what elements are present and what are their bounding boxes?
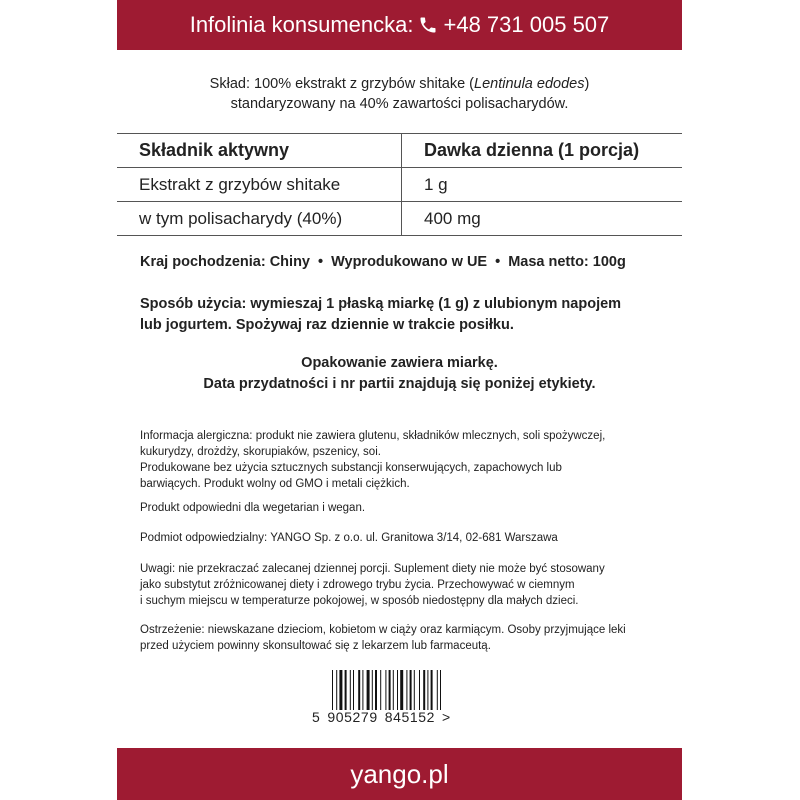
table-row xyxy=(117,168,682,202)
caution-note xyxy=(140,622,680,654)
composition-suffix: ) xyxy=(584,76,590,92)
warnings-note xyxy=(140,561,680,609)
allergy-line3: Produkowane bez użycia sztucznych substancji konserwujących, zapachowych lub xyxy=(140,462,562,474)
barcode-group-right: 845152 xyxy=(384,709,436,725)
hotline-label: Infolinia konsumencka: xyxy=(189,12,414,37)
caution-line1: Ostrzeżenie: niewskazane dzieciom, kobietom w ciąży oraz karmiącym. Osoby przyjmujące leki xyxy=(140,624,626,636)
composition-line2: standaryzowany na 40% zawartości polisacharydów. xyxy=(230,96,569,112)
allergy-line1: Informacja alergiczna: produkt nie zawiera glutenu, składników mlecznych, soli spożywczej, xyxy=(140,430,606,442)
usage-line1: Sposób użycia: wymieszaj 1 płaską miarkę (1 g) z ulubionym napojem xyxy=(140,296,622,312)
phone-icon xyxy=(418,15,438,35)
barcode-group-left: 905279 xyxy=(327,709,378,725)
package-info xyxy=(117,353,682,395)
warnings-line2: jako substytut zróżnicowanej diety i zdrowego trybu życia. Przechowywać w ciemnym xyxy=(140,579,575,591)
vegan-note: Produkt odpowiedni dla wegetarian i wegan. xyxy=(140,502,366,514)
table-cell-ingredient: w tym polisacharydy (40%) xyxy=(117,202,402,236)
table-header-row xyxy=(117,134,682,168)
barcode-image xyxy=(330,670,470,710)
barcode-number xyxy=(312,709,458,725)
responsible-entity: Podmiot odpowiedzialny: YANGO Sp. z o.o. ul. Granitowa 3/14, 02-681 Warszawa xyxy=(140,532,558,544)
usage-line2: lub jogurtem. Spożywaj raz dziennie w trakcie posiłku. xyxy=(140,317,514,333)
table-cell-dose: 1 g xyxy=(402,168,683,202)
table-cell-dose: 400 mg xyxy=(402,202,683,236)
allergy-info xyxy=(140,428,680,492)
hotline-phone[interactable]: +48 731 005 507 xyxy=(443,12,610,37)
origin-country: Kraj pochodzenia: Chiny xyxy=(140,254,310,270)
composition-text xyxy=(117,74,682,114)
allergy-line4: barwiących. Produkt wolny od GMO i metali ciężkich. xyxy=(140,478,410,490)
usage-instructions xyxy=(140,294,680,336)
warnings-line3: i suchym miejscu w temperaturze pokojowej, w sposób niedostępny dla małych dzieci. xyxy=(140,595,579,607)
production-place: Wyprodukowano w UE xyxy=(331,254,488,270)
caution-line2: przed użyciem powinny skonsultować się z lekarzem lub farmaceutą. xyxy=(140,640,491,652)
hotline-banner xyxy=(117,0,682,50)
net-mass: Masa netto: 100g xyxy=(508,254,626,270)
product-info-line xyxy=(140,254,626,270)
bullet-separator: • xyxy=(495,254,501,270)
barcode-first-digit: 5 xyxy=(312,709,321,725)
package-line1: Opakowanie zawiera miarkę. xyxy=(301,355,498,371)
table-row xyxy=(117,202,682,236)
barcode-quiet-zone-mark: > xyxy=(442,709,451,725)
composition-latin-name: Lentinula edodes xyxy=(474,76,585,92)
table-cell-ingredient: Ekstrakt z grzybów shitake xyxy=(117,168,402,202)
table-header-dose: Dawka dzienna (1 porcja) xyxy=(402,134,683,168)
website-banner xyxy=(117,748,682,800)
composition-prefix: Skład: 100% ekstrakt z grzybów shitake ( xyxy=(209,76,475,92)
allergy-line2: kukurydzy, drożdży, skorupiaków, pszenicy, soi. xyxy=(140,446,381,458)
table-header-ingredient: Składnik aktywny xyxy=(117,134,402,168)
website-link[interactable]: yango.pl xyxy=(350,758,449,789)
package-line2: Data przydatności i nr partii znajdują się poniżej etykiety. xyxy=(203,376,596,392)
warnings-line1: Uwagi: nie przekraczać zalecanej dziennej porcji. Suplement diety nie może być stosowany xyxy=(140,563,605,575)
bullet-separator: • xyxy=(318,254,324,270)
active-ingredients-table xyxy=(117,133,682,236)
